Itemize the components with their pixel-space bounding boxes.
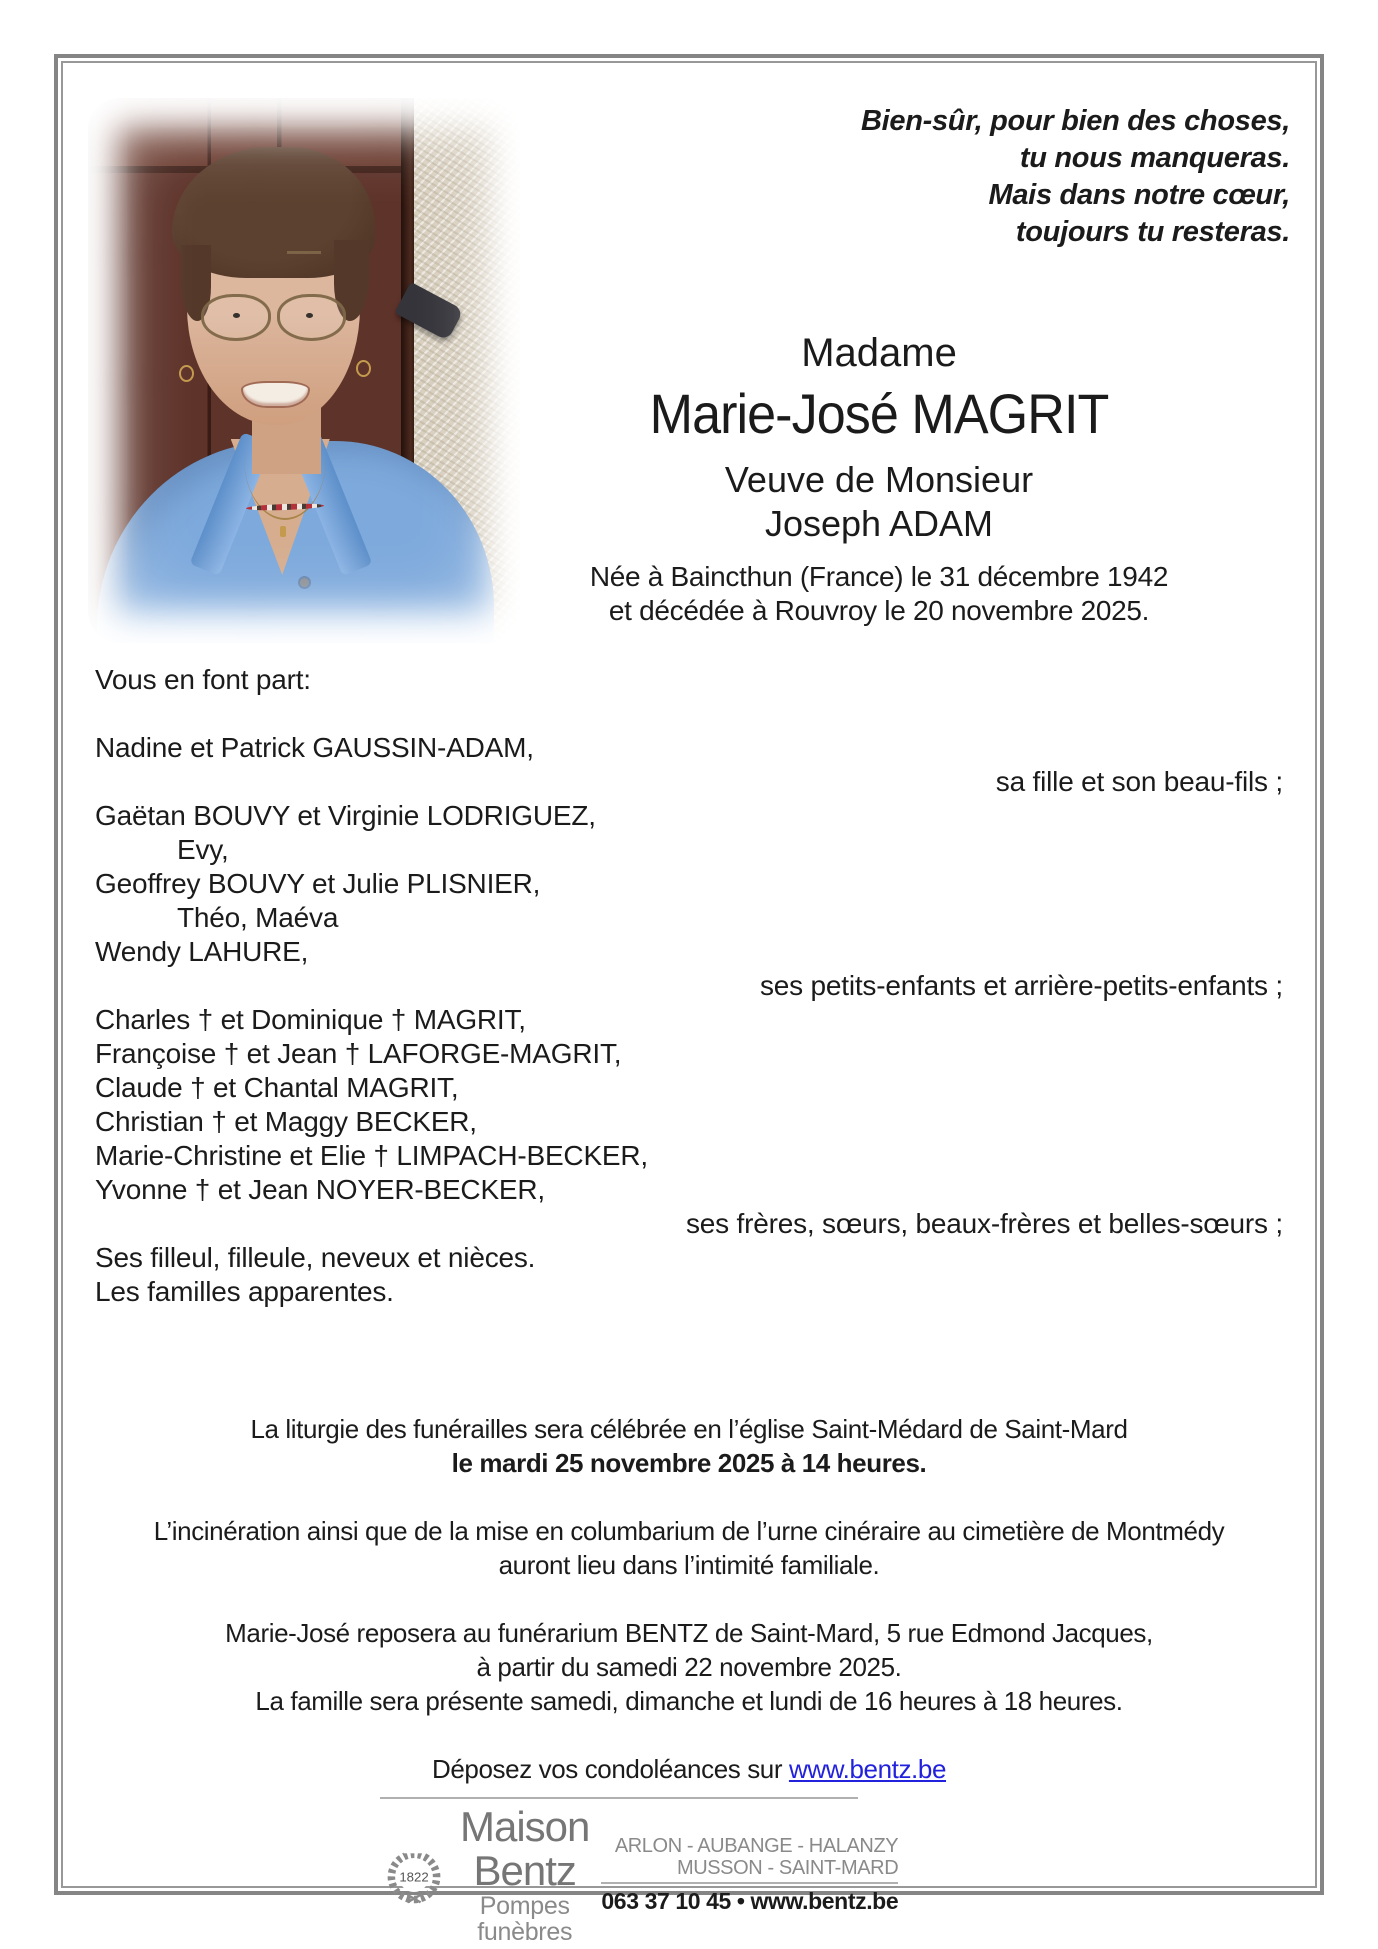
family-line: Françoise † et Jean † LAFORGE-MAGRIT,	[95, 1038, 622, 1069]
family-line: Geoffrey BOUVY et Julie PLISNIER,	[95, 868, 541, 899]
family-line: Wendy LAHURE,	[95, 936, 309, 967]
salutation: Madame	[801, 331, 957, 375]
funeral-home-footer	[380, 1797, 899, 1946]
family-line: Evy,	[177, 834, 229, 865]
earring-left	[179, 365, 194, 382]
portrait-photo-scene	[88, 98, 520, 643]
incineration-line-1: L’incinération ainsi que de la mise en columbarium de l’urne cinéraire au cimetière de Montmédy	[153, 1516, 1225, 1546]
liturgy-line: La liturgie des funérailles sera célébrée en l’église Saint-Médard de Saint-Mard	[250, 1414, 1128, 1444]
regions-divider	[601, 1882, 898, 1884]
widow-line: Veuve de Monsieur	[724, 459, 1034, 500]
memorial-quote	[861, 103, 1290, 251]
condolences-prefix: Déposez vos condoléances sur	[431, 1754, 789, 1784]
family-line: Charles † et Dominique † MAGRIT,	[95, 1004, 526, 1035]
family-line: Marie-Christine et Elie † LIMPACH-BECKER,	[95, 1140, 648, 1171]
quote-line: toujours tu resteras.	[1015, 216, 1290, 248]
repose-line-2: à partir du samedi 22 novembre 2025.	[476, 1652, 902, 1682]
family-line: Christian † et Maggy BECKER,	[95, 1106, 477, 1137]
ceremony-details	[58, 1412, 1320, 1786]
condolences-line	[58, 1752, 1320, 1786]
incineration-line-2: auront lieu dans l’intimité familiale.	[498, 1550, 880, 1580]
phone-and-website: 063 37 10 45 • www.bentz.be	[601, 1888, 899, 1914]
family-line: Yvonne † et Jean NOYER-BECKER,	[95, 1174, 545, 1205]
death-line: et décédée à Rouvroy le 20 novembre 2025.	[608, 595, 1150, 626]
quote-line: Bien-sûr, pour bien des choses,	[860, 105, 1290, 137]
family-presence-line: La famille sera présente samedi, dimanche et lundi de 16 heures à 18 heures.	[255, 1686, 1123, 1716]
contact-column	[601, 1835, 898, 1915]
family-line: Nadine et Patrick GAUSSIN-ADAM,	[95, 732, 534, 763]
regions-line-1: ARLON - AUBANGE - HALANZY	[614, 1835, 899, 1857]
brand-name: Maison Bentz	[460, 1803, 590, 1894]
quote-line: Mais dans notre cœur,	[988, 179, 1290, 211]
eyeglasses	[198, 294, 349, 340]
relation-line: sa fille et son beau-fils ;	[995, 766, 1283, 797]
laurel-wreath-icon	[380, 1842, 448, 1908]
family-line: Claude † et Chantal MAGRIT,	[95, 1072, 459, 1103]
liturgy-date-line: le mardi 25 novembre 2025 à 14 heures.	[451, 1448, 927, 1478]
family-line: Théo, Maéva	[177, 902, 339, 933]
family-announcement	[95, 663, 1283, 1309]
family-line: Ses filleul, filleule, neveux et nièces.	[95, 1242, 536, 1273]
regions-line-2: MUSSON - SAINT-MARD	[676, 1857, 899, 1879]
portrait-photo	[88, 98, 520, 643]
shirt-button	[300, 578, 309, 587]
birth-line: Née à Baincthun (France) le 31 décembre 1942	[589, 561, 1169, 592]
eyeglasses-bridge	[287, 251, 322, 254]
quote-line: tu nous manqueras.	[1019, 142, 1290, 174]
established-year: 1822	[399, 1869, 429, 1885]
relation-line: ses frères, sœurs, beaux-frères et belles-sœurs ;	[685, 1208, 1283, 1239]
deceased-header	[480, 330, 1278, 628]
brand-tagline: Pompes funèbres	[477, 1892, 573, 1946]
relation-line: ses petits-enfants et arrière-petits-enfants ;	[759, 970, 1283, 1001]
family-line: Gaëtan BOUVY et Virginie LODRIGUEZ,	[95, 800, 596, 831]
family-line: Les familles apparentes.	[95, 1276, 394, 1307]
earring-right	[356, 360, 371, 377]
spouse-name: Joseph ADAM	[764, 503, 994, 544]
necklace-pendant	[280, 526, 286, 537]
condolences-link[interactable]: www.bentz.be	[788, 1754, 947, 1784]
announcement-intro: Vous en font part:	[95, 664, 311, 695]
brand-column	[460, 1805, 589, 1945]
deceased-name: Marie-José MAGRIT	[649, 382, 1109, 445]
repose-line-1: Marie-José reposera au funérarium BENTZ de Saint-Mard, 5 rue Edmond Jacques,	[225, 1618, 1153, 1648]
